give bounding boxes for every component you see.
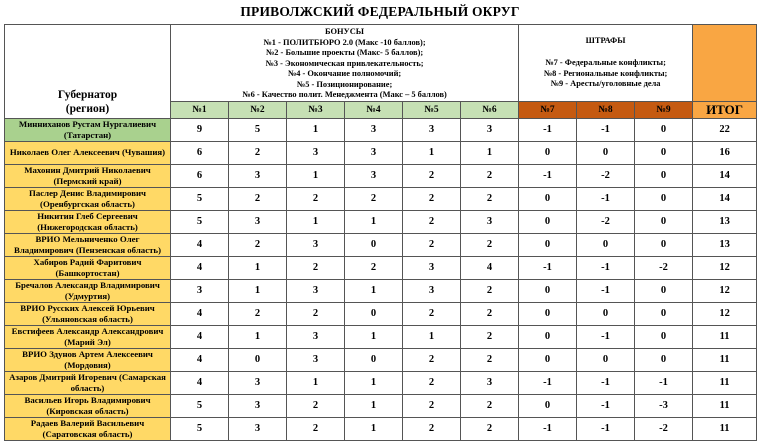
score-cell-5: 1 [403, 325, 461, 348]
total-cell: 11 [693, 417, 757, 440]
column-header-5: №5 [403, 101, 461, 118]
total-cell: 16 [693, 141, 757, 164]
score-cell-3: 2 [287, 187, 345, 210]
governor-region-text: (Башкортостан) [55, 267, 120, 278]
governor-name [5, 348, 171, 371]
governor-name-text: Паслер Денис Владимирович [28, 188, 146, 198]
total-cell: 14 [693, 187, 757, 210]
total-cell: 11 [693, 348, 757, 371]
governor-name-text: ВРИО Русских Алексей Юрьевич [20, 303, 155, 313]
score-cell-8: -1 [577, 325, 635, 348]
governor-name-text: Васильев Игорь Владимирович [24, 395, 151, 405]
score-cell-6: 2 [461, 233, 519, 256]
governor-name [5, 394, 171, 417]
score-cell-9: 0 [635, 279, 693, 302]
governor-region-text: (Пермский край) [53, 175, 122, 186]
table-row [5, 325, 757, 348]
ratings-table [4, 24, 757, 441]
table-row [5, 210, 757, 233]
score-cell-6: 2 [461, 164, 519, 187]
score-cell-1: 4 [171, 371, 229, 394]
governor-region-text: (Саратовская область) [42, 428, 133, 439]
governor-region-text: (Мордовия) [64, 359, 111, 370]
governor-name [5, 417, 171, 440]
score-cell-6: 2 [461, 187, 519, 210]
governor-name [5, 325, 171, 348]
fines-header [519, 25, 693, 102]
governor-name [5, 210, 171, 233]
score-cell-6: 1 [461, 141, 519, 164]
score-cell-4: 0 [345, 302, 403, 325]
score-cell-4: 2 [345, 256, 403, 279]
score-cell-4: 3 [345, 118, 403, 141]
bonus-header [171, 25, 519, 102]
score-cell-4: 2 [345, 187, 403, 210]
score-cell-3: 3 [287, 279, 345, 302]
fines-title: ШТРАФЫ [585, 35, 626, 45]
governor-region-text: (Татарстан) [63, 129, 112, 140]
total-cell: 12 [693, 279, 757, 302]
governor-name [5, 256, 171, 279]
bonus-item: №3 - Экономическая привлекательность; [265, 58, 424, 68]
score-cell-5: 2 [403, 233, 461, 256]
score-cell-6: 2 [461, 302, 519, 325]
score-cell-4: 1 [345, 325, 403, 348]
governor-name-text: ВРИО Здунов Артем Алексеевич [22, 349, 153, 359]
page-title: ПРИВОЛЖСКИЙ ФЕДЕРАЛЬНЫЙ ОКРУГ [240, 4, 520, 19]
score-cell-9: 0 [635, 164, 693, 187]
score-cell-3: 2 [287, 417, 345, 440]
score-cell-7: -1 [519, 417, 577, 440]
governor-name-text: Хабиров Радий Фаритович [33, 257, 142, 267]
total-header: ИТОГ [693, 101, 757, 118]
score-cell-6: 2 [461, 279, 519, 302]
score-cell-7: 0 [519, 233, 577, 256]
score-cell-2: 3 [229, 164, 287, 187]
score-cell-3: 1 [287, 210, 345, 233]
bonus-title: БОНУСЫ [325, 27, 364, 36]
score-cell-3: 1 [287, 164, 345, 187]
score-cell-4: 1 [345, 210, 403, 233]
governor-name [5, 164, 171, 187]
total-cell: 11 [693, 371, 757, 394]
governor-header-sublabel: (регион) [65, 102, 110, 115]
score-cell-5: 2 [403, 164, 461, 187]
governor-region-text: Владимирович (Пензенская область) [14, 244, 161, 255]
score-cell-5: 2 [403, 210, 461, 233]
score-cell-4: 0 [345, 233, 403, 256]
table-row [5, 302, 757, 325]
score-cell-2: 1 [229, 325, 287, 348]
score-cell-7: 0 [519, 325, 577, 348]
governor-header-label: Губернатор [57, 88, 118, 101]
score-cell-5: 3 [403, 279, 461, 302]
score-cell-3: 3 [287, 348, 345, 371]
score-cell-1: 4 [171, 233, 229, 256]
column-header-4: №4 [345, 101, 403, 118]
score-cell-8: -1 [577, 256, 635, 279]
score-cell-9: -3 [635, 394, 693, 417]
score-cell-7: 0 [519, 279, 577, 302]
score-cell-7: -1 [519, 371, 577, 394]
score-cell-9: 0 [635, 233, 693, 256]
score-cell-7: 0 [519, 394, 577, 417]
score-cell-6: 3 [461, 210, 519, 233]
score-cell-9: 0 [635, 118, 693, 141]
score-cell-1: 5 [171, 187, 229, 210]
score-cell-7: 0 [519, 187, 577, 210]
governor-region-text: область) [70, 382, 105, 393]
total-header-top [693, 25, 757, 102]
score-cell-4: 0 [345, 348, 403, 371]
score-cell-8: -1 [577, 279, 635, 302]
score-cell-2: 3 [229, 394, 287, 417]
score-cell-2: 2 [229, 302, 287, 325]
score-cell-1: 3 [171, 279, 229, 302]
score-cell-8: 0 [577, 348, 635, 371]
table-row [5, 233, 757, 256]
score-cell-6: 3 [461, 118, 519, 141]
bonus-item: №2 - Большие проекты (Макс- 5 баллов); [265, 48, 424, 57]
table-row [5, 348, 757, 371]
governor-name-text: Бречалов Александр Владимирович [15, 280, 160, 290]
governor-name-text: Минниханов Рустам Нургалиевич [18, 119, 157, 129]
score-cell-3: 3 [287, 325, 345, 348]
score-cell-1: 4 [171, 325, 229, 348]
table-row [5, 394, 757, 417]
column-header-2: №2 [229, 101, 287, 118]
total-cell: 13 [693, 210, 757, 233]
score-cell-1: 4 [171, 348, 229, 371]
governor-name [5, 118, 171, 141]
governor-name-text: Махонин Дмитрий Николаевич [24, 165, 151, 175]
score-cell-2: 2 [229, 187, 287, 210]
score-cell-6: 3 [461, 371, 519, 394]
score-cell-4: 3 [345, 141, 403, 164]
score-cell-5: 2 [403, 348, 461, 371]
score-cell-3: 1 [287, 118, 345, 141]
score-cell-5: 2 [403, 394, 461, 417]
governor-region-text: (Ульяновская область) [42, 313, 133, 324]
score-cell-3: 2 [287, 302, 345, 325]
column-header-3: №3 [287, 101, 345, 118]
score-cell-8: -1 [577, 394, 635, 417]
score-cell-9: 0 [635, 141, 693, 164]
governor-name-text: ВРИО Мельниченко Олег [35, 234, 140, 244]
score-cell-2: 1 [229, 256, 287, 279]
score-cell-5: 2 [403, 371, 461, 394]
governor-name [5, 279, 171, 302]
score-cell-3: 3 [287, 233, 345, 256]
score-cell-2: 0 [229, 348, 287, 371]
governor-name [5, 371, 171, 394]
score-cell-4: 1 [345, 394, 403, 417]
score-cell-9: 0 [635, 348, 693, 371]
score-cell-2: 1 [229, 279, 287, 302]
governor-region-text: (Оренбургская область) [40, 198, 135, 209]
score-cell-7: -1 [519, 164, 577, 187]
table-row [5, 164, 757, 187]
table-row [5, 141, 757, 164]
column-header-7: №7 [519, 101, 577, 118]
score-cell-2: 5 [229, 118, 287, 141]
column-header-9: №9 [635, 101, 693, 118]
score-cell-8: -1 [577, 417, 635, 440]
table-row [5, 187, 757, 210]
score-cell-7: 0 [519, 348, 577, 371]
governor-name-text: Радаев Валерий Васильевич [30, 418, 145, 428]
governor-name-text: Никитин Глеб Сергеевич [37, 211, 138, 221]
score-cell-5: 2 [403, 187, 461, 210]
score-cell-5: 3 [403, 256, 461, 279]
score-cell-1: 5 [171, 417, 229, 440]
fines-item: №7 - Федеральные конфликты; [545, 58, 666, 68]
governor-name [5, 233, 171, 256]
score-cell-9: 0 [635, 187, 693, 210]
total-cell: 11 [693, 394, 757, 417]
score-cell-5: 2 [403, 302, 461, 325]
score-cell-8: -2 [577, 210, 635, 233]
fines-item: №9 - Аресты/уголовные дела [550, 79, 661, 89]
governor-name-text: Азаров Дмитрий Игоревич (Самарская [9, 372, 166, 382]
score-cell-1: 4 [171, 302, 229, 325]
governor-name [5, 187, 171, 210]
score-cell-1: 9 [171, 118, 229, 141]
score-cell-8: -1 [577, 371, 635, 394]
bonus-item: №5 - Позиционирование; [296, 79, 393, 89]
score-cell-9: 0 [635, 210, 693, 233]
governor-region-text: (Нижегородская область) [37, 221, 138, 232]
table-row [5, 279, 757, 302]
governor-name-text: Николаев Олег Алексеевич (Чувашия) [9, 147, 166, 158]
score-cell-2: 3 [229, 210, 287, 233]
score-cell-5: 3 [403, 118, 461, 141]
score-cell-9: -2 [635, 417, 693, 440]
score-cell-8: -2 [577, 164, 635, 187]
total-cell: 22 [693, 118, 757, 141]
score-cell-1: 6 [171, 164, 229, 187]
score-cell-4: 3 [345, 164, 403, 187]
score-cell-4: 1 [345, 371, 403, 394]
score-cell-8: -1 [577, 118, 635, 141]
table-row [5, 371, 757, 394]
score-cell-8: 0 [577, 233, 635, 256]
score-cell-7: -1 [519, 118, 577, 141]
score-cell-2: 3 [229, 371, 287, 394]
score-cell-7: -1 [519, 256, 577, 279]
score-cell-8: 0 [577, 302, 635, 325]
bonus-item: №6 - Качество полит. Менеджмента (Макс – 5 баллов) [242, 90, 447, 99]
score-cell-5: 1 [403, 141, 461, 164]
score-cell-9: -2 [635, 256, 693, 279]
governor-region-text: (Кировская область) [46, 405, 129, 416]
table-row [5, 417, 757, 440]
fines-item: №8 - Региональные конфликты; [543, 68, 668, 78]
bonus-item: №1 - ПОЛИТБЮРО 2.0 (Макс -10 баллов); [263, 37, 426, 47]
governor-name [5, 141, 171, 164]
score-cell-1: 4 [171, 256, 229, 279]
table-row [5, 256, 757, 279]
score-cell-4: 1 [345, 279, 403, 302]
score-cell-2: 2 [229, 233, 287, 256]
score-cell-5: 2 [403, 417, 461, 440]
score-cell-3: 2 [287, 256, 345, 279]
column-header-1: №1 [171, 101, 229, 118]
score-cell-3: 2 [287, 394, 345, 417]
score-cell-8: -1 [577, 187, 635, 210]
total-cell: 14 [693, 164, 757, 187]
governor-header [5, 25, 171, 119]
score-cell-6: 2 [461, 394, 519, 417]
score-cell-6: 4 [461, 256, 519, 279]
governor-region-text: (Марий Эл) [64, 336, 111, 347]
total-cell: 13 [693, 233, 757, 256]
total-cell: 12 [693, 302, 757, 325]
score-cell-1: 6 [171, 141, 229, 164]
score-cell-3: 1 [287, 371, 345, 394]
governor-name-text: Евстифеев Александр Александрович [11, 326, 164, 336]
governor-region-text: (Удмуртия) [64, 290, 111, 301]
bonus-item: №4 - Окончание полномочий; [287, 69, 402, 78]
score-cell-2: 3 [229, 417, 287, 440]
table-row [5, 118, 757, 141]
score-cell-1: 5 [171, 394, 229, 417]
score-cell-9: -1 [635, 371, 693, 394]
score-cell-8: 0 [577, 141, 635, 164]
score-cell-7: 0 [519, 210, 577, 233]
score-cell-6: 2 [461, 348, 519, 371]
score-cell-3: 3 [287, 141, 345, 164]
score-cell-1: 5 [171, 210, 229, 233]
total-cell: 11 [693, 325, 757, 348]
score-cell-6: 2 [461, 325, 519, 348]
score-cell-2: 2 [229, 141, 287, 164]
score-cell-7: 0 [519, 141, 577, 164]
score-cell-6: 2 [461, 417, 519, 440]
column-header-8: №8 [577, 101, 635, 118]
score-cell-7: 0 [519, 302, 577, 325]
score-cell-4: 1 [345, 417, 403, 440]
total-cell: 12 [693, 256, 757, 279]
column-header-6: №6 [461, 101, 519, 118]
governor-name [5, 302, 171, 325]
score-cell-9: 0 [635, 302, 693, 325]
score-cell-9: 0 [635, 325, 693, 348]
